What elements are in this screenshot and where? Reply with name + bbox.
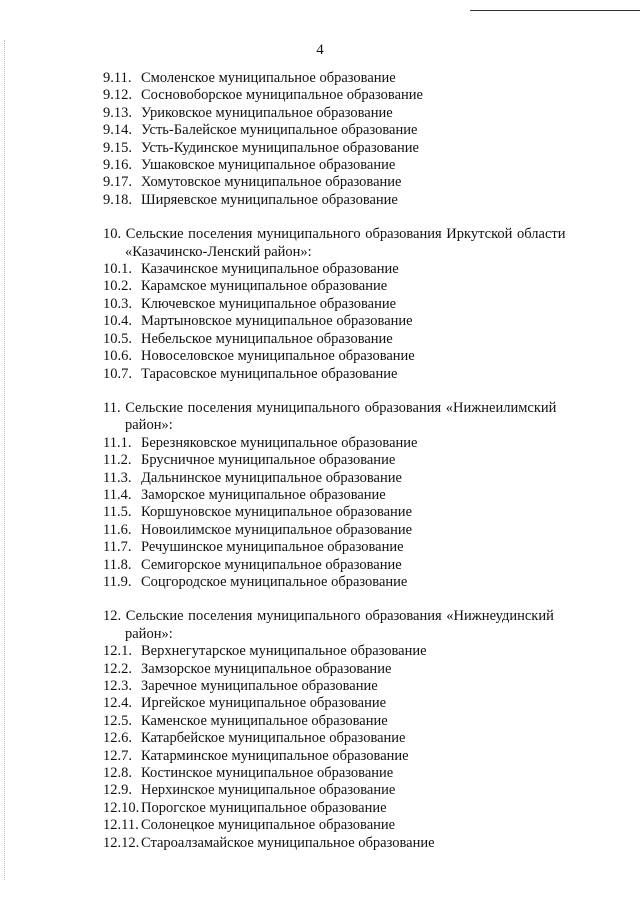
list-item: [103, 643, 593, 660]
section-s10: [103, 226, 593, 383]
item-number: 11.2.: [103, 452, 132, 469]
section-heading-continuation: район»:: [125, 417, 173, 434]
item-number: 11.5.: [103, 504, 132, 521]
item-text: Замзорское муниципальное образование: [141, 660, 392, 677]
list-item: [103, 817, 593, 834]
item-text: Заречное муниципальное образование: [141, 678, 378, 694]
item-number: 9.17.: [103, 174, 132, 191]
top-rule-line: [470, 10, 640, 11]
list-item: [103, 70, 593, 87]
item-text: Брусничное муниципальное образование: [141, 452, 396, 469]
item-number: 9.11.: [103, 70, 132, 86]
item-number: 11.4.: [103, 486, 132, 503]
item-number: 11.8.: [103, 556, 132, 573]
item-text: Карамское муниципальное образование: [141, 278, 388, 295]
item-text: Семигорское муниципальное образование: [141, 556, 402, 573]
item-number: 12.12.: [103, 834, 140, 851]
item-number: 9.16.: [103, 157, 132, 174]
item-number: 12.9.: [103, 782, 132, 799]
list-item: [103, 140, 593, 157]
list-item: [103, 678, 593, 695]
item-text: Нерхинское муниципальное образование: [141, 782, 396, 799]
item-text: Солонецкое муниципальное образование: [141, 817, 396, 834]
list-item: [103, 557, 593, 574]
item-text: Небельское муниципальное образование: [141, 330, 393, 347]
section-heading-continuation: район»:: [125, 625, 173, 642]
item-number: 12.1.: [103, 643, 132, 660]
section-heading-continuation: «Казачинско-Ленский район»:: [125, 243, 312, 260]
item-number: 11.1.: [103, 434, 132, 451]
list-item: [103, 695, 593, 712]
item-text: Верхнегутарское муниципальное образование: [141, 643, 427, 660]
list-item: [103, 835, 593, 852]
item-text: Сосновоборское муниципальное образование: [141, 87, 423, 104]
list-item: [103, 782, 593, 799]
item-text: Новоилимское муниципальное образование: [141, 521, 413, 538]
item-number: 12.6.: [103, 730, 132, 747]
list-item: [103, 261, 593, 278]
item-number: 11.6.: [103, 521, 132, 538]
list-item: [103, 296, 593, 313]
list-item: [103, 765, 593, 782]
list-item: [103, 435, 593, 452]
item-number: 12.5.: [103, 712, 132, 729]
list-item: [103, 348, 593, 365]
item-text: Катарминское муниципальное образование: [141, 747, 409, 764]
list-item: [103, 713, 593, 730]
item-text: Березняковское муниципальное образование: [141, 434, 418, 451]
item-number: 12.8.: [103, 765, 132, 782]
list-item: [103, 574, 593, 591]
item-text: Новоселовское муниципальное образование: [141, 348, 415, 365]
list-item: [103, 748, 593, 765]
item-text: Мартыновское муниципальное образование: [141, 313, 413, 330]
page-number: 4: [316, 42, 324, 58]
item-text: Уриковское муниципальное образование: [141, 104, 393, 121]
document-body: [103, 70, 593, 852]
item-number: 9.13.: [103, 104, 132, 121]
item-number: 12.11.: [103, 817, 139, 834]
item-number: 10.3.: [103, 295, 132, 312]
item-number: 10.5.: [103, 330, 132, 347]
item-number: 12.10.: [103, 799, 140, 816]
item-number: 12.7.: [103, 747, 132, 764]
item-number: 10.7.: [103, 365, 132, 382]
list-item: [103, 192, 593, 209]
item-number: 9.14.: [103, 122, 132, 139]
item-number: 12.4.: [103, 695, 132, 712]
item-text: Заморское муниципальное образование: [141, 486, 386, 503]
item-text: Дальнинское муниципальное образование: [141, 469, 402, 486]
section-s9: [103, 70, 593, 209]
item-number: 10.4.: [103, 313, 132, 330]
list-item: [103, 730, 593, 747]
item-number: 9.15.: [103, 139, 132, 156]
section-heading: 12. Сельские поселения муниципального образования «Нижнеудинский: [103, 608, 554, 625]
item-text: Костинское муниципальное образование: [141, 765, 394, 782]
item-number: 10.2.: [103, 278, 132, 295]
list-item: [103, 539, 593, 556]
item-number: 9.18.: [103, 191, 132, 208]
list-item: [103, 157, 593, 174]
item-number: 10.1.: [103, 261, 132, 278]
item-text: Порогское муниципальное образование: [141, 799, 387, 816]
item-number: 11.9.: [103, 573, 132, 590]
item-text: Иргейское муниципальное образование: [141, 695, 387, 712]
list-item: [103, 313, 593, 330]
item-number: 9.12.: [103, 87, 132, 104]
item-text: Усть-Кудинское муниципальное образование: [141, 139, 419, 156]
list-item: [103, 487, 593, 504]
list-item: [103, 522, 593, 539]
list-item: [103, 452, 593, 469]
item-text: Усть-Балейское муниципальное образование: [141, 122, 418, 139]
item-number: 11.3.: [103, 469, 132, 486]
item-text: Тарасовское муниципальное образование: [141, 365, 398, 382]
item-text: Хомутовское муниципальное образование: [141, 174, 402, 191]
item-text: Ушаковское муниципальное образование: [141, 157, 396, 174]
list-item: [103, 278, 593, 295]
item-number: 12.3.: [103, 678, 132, 694]
list-item: [103, 661, 593, 678]
item-text: Каменское муниципальное образование: [141, 712, 388, 729]
item-text: Соцгородское муниципальное образование: [141, 573, 408, 590]
item-text: Ключевское муниципальное образование: [141, 295, 397, 312]
item-text: Речушинское муниципальное образование: [141, 539, 404, 556]
item-text: Коршуновское муниципальное образование: [141, 504, 413, 521]
list-item: [103, 331, 593, 348]
item-text: Староалзамайское муниципальное образование: [141, 834, 435, 851]
list-item: [103, 470, 593, 487]
list-item: [103, 87, 593, 104]
item-number: 12.2.: [103, 660, 132, 677]
item-number: 10.6.: [103, 348, 132, 365]
list-item: [103, 174, 593, 191]
item-text: Ширяевское муниципальное образование: [141, 191, 398, 208]
item-number: 11.7.: [103, 539, 132, 556]
item-text: Казачинское муниципальное образование: [141, 261, 399, 278]
section-heading: 10. Сельские поселения муниципального образования Иркутской области: [103, 226, 566, 243]
section-s11: [103, 400, 593, 591]
list-item: [103, 800, 593, 817]
section-s12: [103, 608, 593, 852]
list-item: [103, 504, 593, 521]
item-text: Смоленское муниципальное образование: [141, 70, 396, 86]
item-text: Катарбейское муниципальное образование: [141, 730, 406, 747]
section-heading: 11. Сельские поселения муниципального образования «Нижнеилимский: [103, 399, 557, 416]
left-margin-dots: [4, 40, 7, 880]
list-item: [103, 105, 593, 122]
list-item: [103, 366, 593, 383]
list-item: [103, 122, 593, 139]
